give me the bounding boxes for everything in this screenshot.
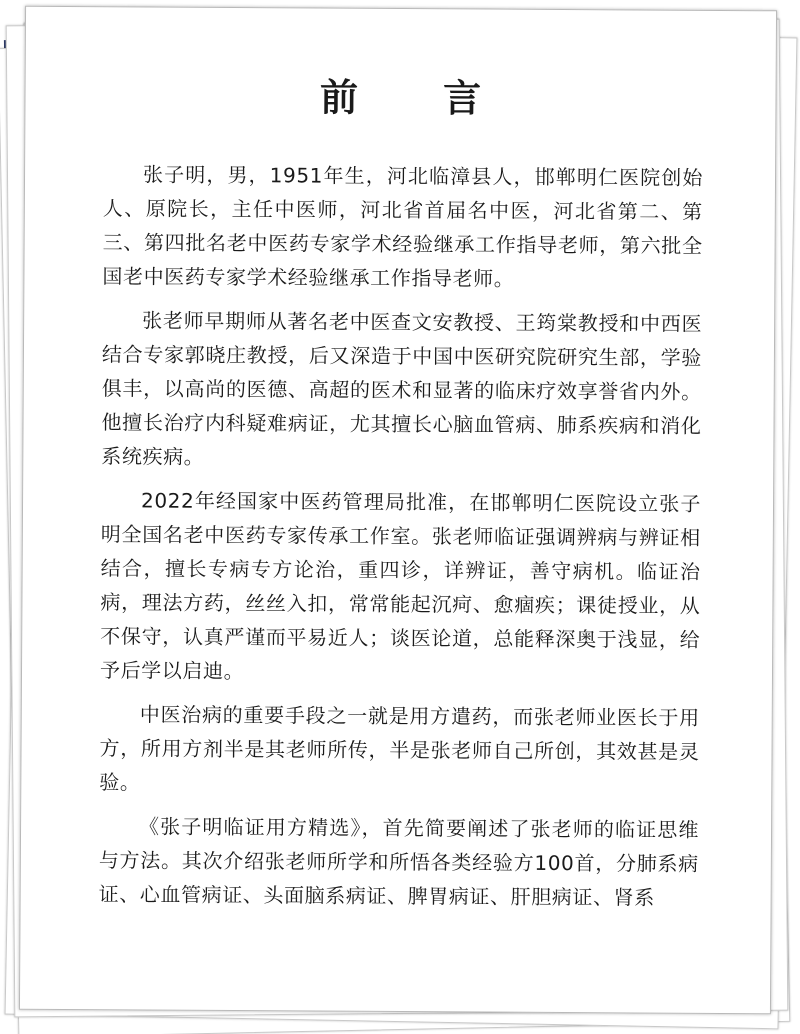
page-title: 前 言 [319, 74, 518, 121]
preface-page [19, 6, 777, 1015]
paragraph-training: 张老师早期师从著名老中医查文安教授、王筠棠教授和中西医结合专家郭晓庄教授，后又深造于中国中医研究院研究生部，学验俱丰，以高尚的医德、高超的医术和显著的临床疗效享誉省内外。他擅长治疗内科疑难病证，尤其擅长心脑血管病、肺系疾病和消化系统疾病。 [101, 308, 703, 469]
paragraph-prescriptions: 中医治病的重要手段之一就是用方遣药，而张老师业医长于用方，所用方剂半是其老师所传，半是张老师自己所创，其效甚是灵验。 [99, 702, 700, 795]
paragraph-studio: 2022年经国家中医药管理局批准，在邯郸明仁医院设立张子明全国名老中医药专家传承工作室。张老师临证强调辨病与辨证相结合，擅长专病专方论治，重四诊，详辨证，善守病机。临证治病，理法方药，丝丝入扣，常常能起沉疴、愈痼疾；课徒授业，从不保守，认真严谨而平易近人；谈医论道，总能释深奥于浅显，给予后学以启迪。 [99, 488, 702, 684]
paragraph-book-intro: 《张子明临证用方精选》，首先简要阐述了张老师的临证思维与方法。其次介绍张老师所学和所悟各类经验方100首，分肺系病证、心血管病证、头面脑系病证、脾胃病证、肝胆病证、肾系 [98, 814, 700, 910]
page-body [99, 157, 704, 915]
paragraph-biography: 张子明，男，1951年生，河北临漳县人，邯郸明仁医院创始人、原院长，主任中医师，河北省首届名中医，河北省第二、第三、第四批名老中医药专家学术经验继承工作指导老师，第六批全国老中医药专家学术经验继承工作指导老师。 [102, 162, 704, 291]
